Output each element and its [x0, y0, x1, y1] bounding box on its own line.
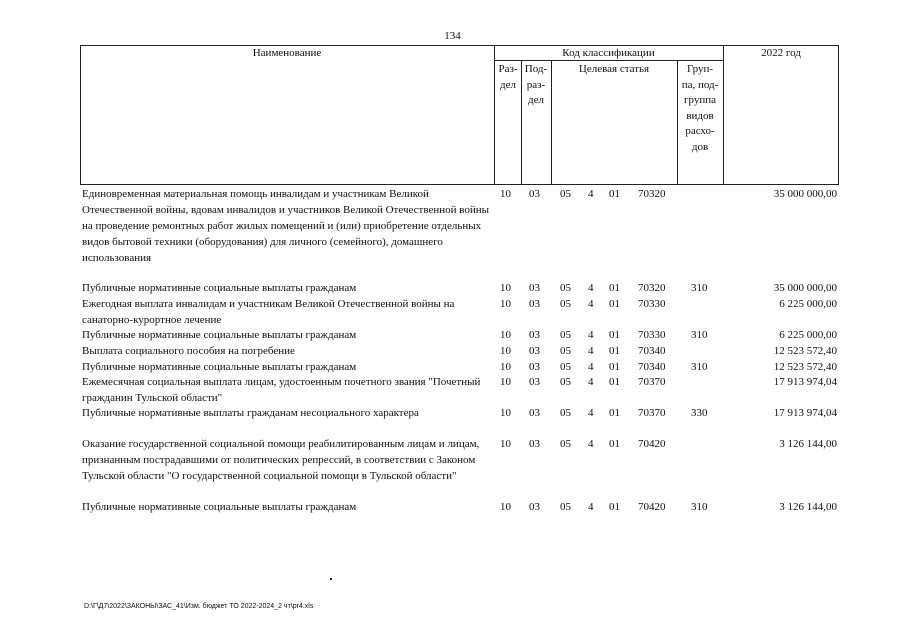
- row-program: 05: [560, 361, 571, 373]
- row-main-event: 01: [609, 282, 620, 294]
- row-subprogram: 4: [588, 329, 594, 341]
- row-main-event: 01: [609, 329, 620, 341]
- header-subsection: Под- раз- дел: [524, 63, 548, 106]
- row-main-event: 01: [609, 188, 620, 200]
- row-program: 05: [560, 501, 571, 513]
- row-program: 05: [560, 188, 571, 200]
- row-main-event: 01: [609, 298, 620, 310]
- file-path-footer: D:\Г\Д7\2022\ЗАКОНЫ\ЗАС_41\Изм. бюджет ТО 2022-2024_2 чт\pr4.xls: [84, 603, 314, 610]
- row-program: 05: [560, 407, 571, 419]
- row-amount: 17 913 974,04: [773, 407, 837, 419]
- row-section: 10: [500, 376, 511, 388]
- row-subsection: 03: [529, 188, 540, 200]
- row-program: 05: [560, 438, 571, 450]
- row-program: 05: [560, 329, 571, 341]
- row-direction: 70340: [638, 345, 666, 357]
- row-amount: 35 000 000,00: [773, 282, 837, 294]
- row-name: Публичные нормативные социальные выплаты гражданам: [82, 501, 357, 513]
- row-subprogram: 4: [588, 407, 594, 419]
- header-classification-code: Код классификации: [562, 47, 655, 59]
- row-main-event: 01: [609, 361, 620, 373]
- row-amount: 6 225 000,00: [779, 329, 837, 341]
- row-name: Публичные нормативные социальные выплаты гражданам: [82, 329, 357, 341]
- row-subprogram: 4: [588, 376, 594, 388]
- page-number: 134: [444, 30, 461, 42]
- row-direction: 70420: [638, 438, 666, 450]
- row-direction: 70370: [638, 407, 666, 419]
- row-amount: 35 000 000,00: [773, 188, 837, 200]
- row-direction: 70420: [638, 501, 666, 513]
- row-section: 10: [500, 329, 511, 341]
- row-section: 10: [500, 407, 511, 419]
- stray-mark: [330, 578, 332, 580]
- row-main-event: 01: [609, 438, 620, 450]
- row-name: Публичные нормативные социальные выплаты гражданам: [82, 361, 357, 373]
- row-amount: 6 225 000,00: [779, 298, 837, 310]
- row-direction: 70330: [638, 329, 666, 341]
- row-subprogram: 4: [588, 282, 594, 294]
- row-main-event: 01: [609, 376, 620, 388]
- row-subsection: 03: [529, 376, 540, 388]
- header-target-article: Целевая статья: [578, 63, 650, 75]
- row-section: 10: [500, 438, 511, 450]
- row-amount: 12 523 572,40: [773, 361, 837, 373]
- row-subprogram: 4: [588, 361, 594, 373]
- row-name: Публичные нормативные социальные выплаты гражданам: [82, 282, 357, 294]
- header-year: 2022 год: [761, 47, 801, 59]
- row-main-event: 01: [609, 345, 620, 357]
- row-program: 05: [560, 298, 571, 310]
- row-name: Оказание государственной социальной помощи реабилитированным лицам и лицам, признанным пострадавшими от политических репрессий, в соответствии с Законом Тульской области "О государственной социальной помощи в Тульской области": [82, 438, 480, 482]
- row-expense-group: 310: [691, 282, 708, 294]
- row-name: Выплата социального пособия на погребение: [82, 345, 295, 357]
- row-section: 10: [500, 282, 511, 294]
- row-program: 05: [560, 345, 571, 357]
- row-section: 10: [500, 188, 511, 200]
- header-section: Раз- дел: [498, 63, 518, 91]
- row-subsection: 03: [529, 298, 540, 310]
- row-direction: 70330: [638, 298, 666, 310]
- row-amount: 12 523 572,40: [773, 345, 837, 357]
- row-main-event: 01: [609, 407, 620, 419]
- row-expense-group: 310: [691, 501, 708, 513]
- row-section: 10: [500, 345, 511, 357]
- row-direction: 70370: [638, 376, 666, 388]
- header-expense-group: Груп- па, под- группа видов расхо- дов: [681, 63, 719, 153]
- row-expense-group: 330: [691, 407, 708, 419]
- row-name: Единовременная материальная помощь инвалидам и участникам Великой Отечественной войны, вдовам инвалидов и участников Великой Отечественной войны на проведение ремонтных работ жилых помещений и (или) приобретение отдельных видов бытовой техники (оборудования) для личного (семейного), домашнего использования: [82, 188, 490, 264]
- header-frame: [80, 45, 839, 185]
- row-amount: 17 913 974,04: [773, 376, 837, 388]
- row-subprogram: 4: [588, 501, 594, 513]
- row-section: 10: [500, 298, 511, 310]
- row-expense-group: 310: [691, 361, 708, 373]
- row-amount: 3 126 144,00: [779, 501, 837, 513]
- header-name: Наименование: [252, 47, 322, 59]
- row-subprogram: 4: [588, 345, 594, 357]
- row-direction: 70320: [638, 282, 666, 294]
- row-subsection: 03: [529, 407, 540, 419]
- row-subprogram: 4: [588, 298, 594, 310]
- row-section: 10: [500, 501, 511, 513]
- row-direction: 70320: [638, 188, 666, 200]
- row-program: 05: [560, 282, 571, 294]
- row-subsection: 03: [529, 345, 540, 357]
- row-expense-group: 310: [691, 329, 708, 341]
- row-subsection: 03: [529, 329, 540, 341]
- row-subsection: 03: [529, 501, 540, 513]
- row-subprogram: 4: [588, 188, 594, 200]
- row-main-event: 01: [609, 501, 620, 513]
- row-subsection: 03: [529, 438, 540, 450]
- row-amount: 3 126 144,00: [779, 438, 837, 450]
- row-name: Ежегодная выплата инвалидам и участникам Великой Отечественной войны на санаторно-курортное лечение: [82, 298, 455, 326]
- row-program: 05: [560, 376, 571, 388]
- row-name: Публичные нормативные выплаты гражданам несоциального характера: [82, 407, 419, 419]
- row-name: Ежемесячная социальная выплата лицам, удостоенным почетного звания "Почетный гражданин Тульской области": [82, 376, 481, 404]
- row-subprogram: 4: [588, 438, 594, 450]
- row-subsection: 03: [529, 361, 540, 373]
- row-section: 10: [500, 361, 511, 373]
- row-direction: 70340: [638, 361, 666, 373]
- row-subsection: 03: [529, 282, 540, 294]
